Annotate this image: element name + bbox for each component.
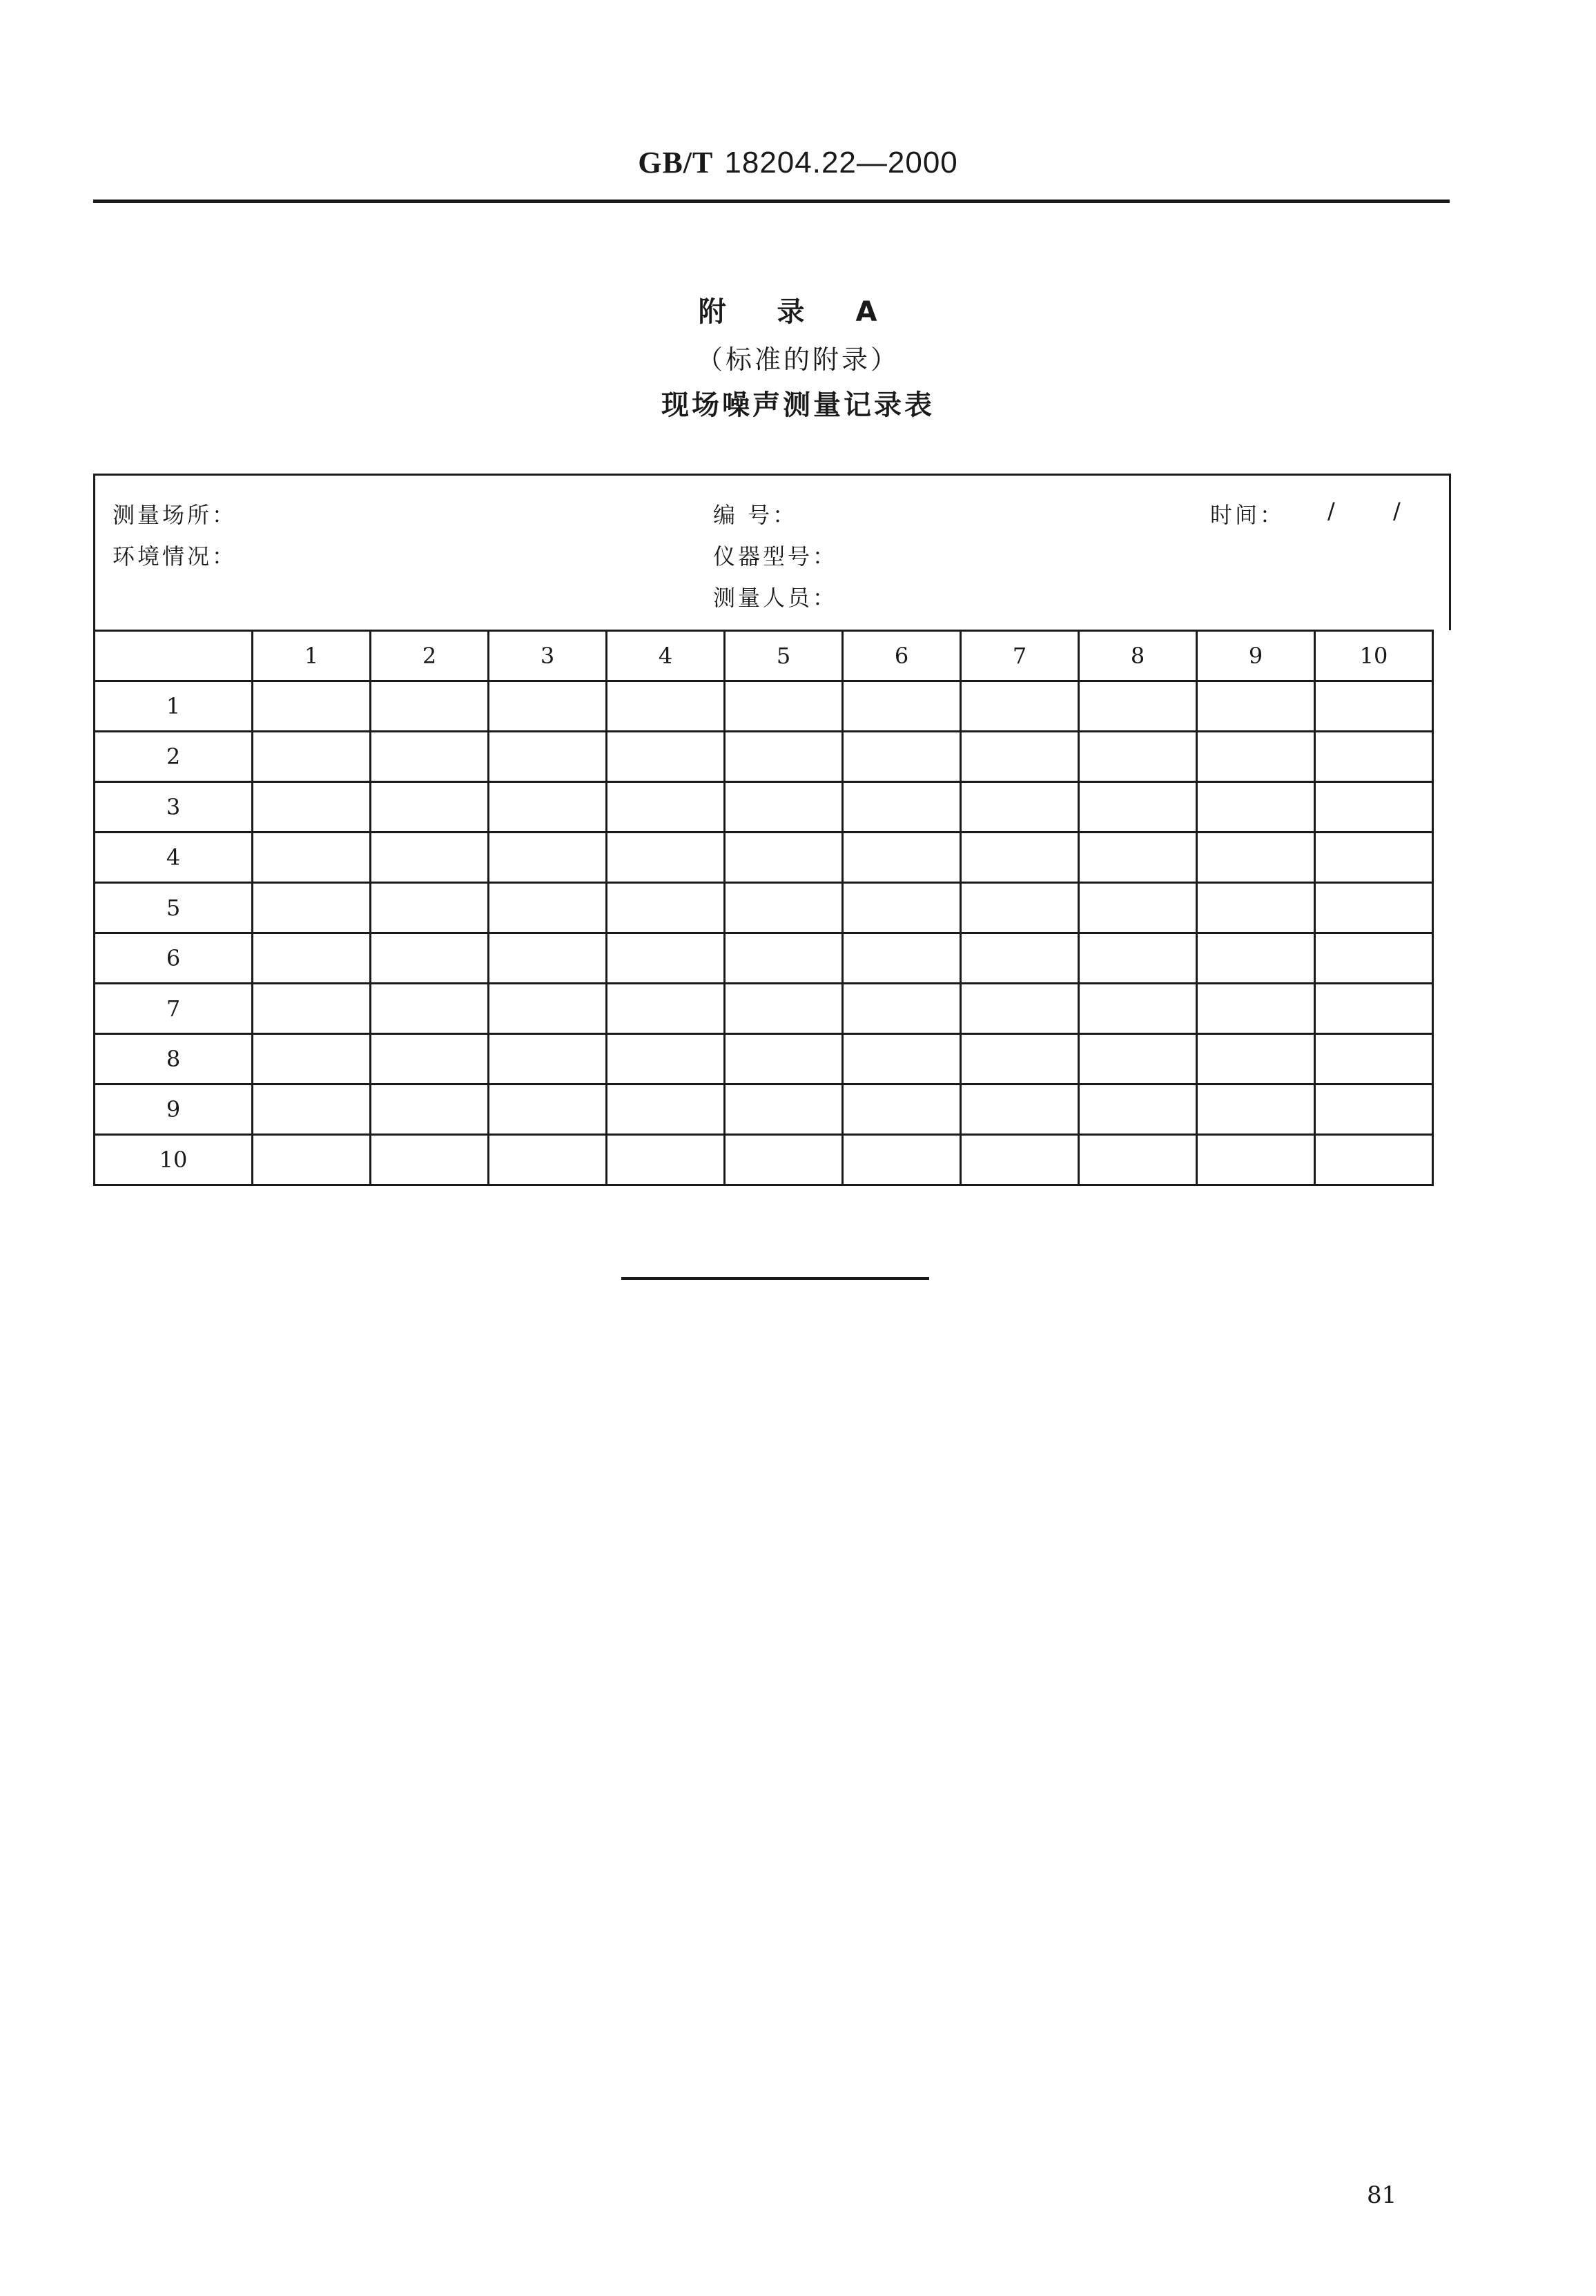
- data-cell[interactable]: [725, 732, 843, 782]
- column-header: 7: [961, 631, 1079, 681]
- data-cell[interactable]: [1315, 883, 1433, 933]
- instrument-label: 仪器型号：: [713, 543, 838, 570]
- data-cell[interactable]: [607, 782, 725, 833]
- data-cell[interactable]: [843, 883, 961, 933]
- data-cell[interactable]: [607, 1084, 725, 1135]
- data-cell[interactable]: [1079, 1135, 1197, 1185]
- data-cell[interactable]: [1079, 1034, 1197, 1084]
- row-label: 2: [95, 732, 253, 782]
- column-header: 6: [843, 631, 961, 681]
- data-cell[interactable]: [371, 1034, 489, 1084]
- data-cell[interactable]: [489, 833, 607, 883]
- standard-header: [0, 145, 1596, 180]
- data-cell[interactable]: [253, 732, 371, 782]
- data-cell[interactable]: [1079, 1084, 1197, 1135]
- data-cell[interactable]: [1315, 681, 1433, 732]
- row-label: 4: [95, 833, 253, 883]
- column-header: 5: [725, 631, 843, 681]
- data-cell[interactable]: [1315, 984, 1433, 1034]
- data-cell[interactable]: [371, 732, 489, 782]
- data-cell[interactable]: [1079, 984, 1197, 1034]
- standard-number: 18204.22—2000: [724, 146, 958, 179]
- data-cell[interactable]: [961, 681, 1079, 732]
- time-label: 时间：: [1210, 502, 1285, 528]
- data-cell[interactable]: [253, 782, 371, 833]
- data-cell[interactable]: [1315, 732, 1433, 782]
- data-cell[interactable]: [371, 1135, 489, 1185]
- data-cell[interactable]: [961, 1135, 1079, 1185]
- data-cell[interactable]: [1197, 1084, 1315, 1135]
- row-label: 9: [95, 1084, 253, 1135]
- data-cell[interactable]: [1315, 782, 1433, 833]
- data-cell[interactable]: [607, 883, 725, 933]
- data-cell[interactable]: [1315, 833, 1433, 883]
- row-label: 3: [95, 782, 253, 833]
- data-cell[interactable]: [1079, 732, 1197, 782]
- table-header-row: [95, 631, 1433, 681]
- data-cell[interactable]: [607, 1135, 725, 1185]
- personnel-label: 测量人员：: [713, 585, 838, 611]
- data-cell[interactable]: [1197, 933, 1315, 984]
- row-label: 10: [95, 1135, 253, 1185]
- data-cell[interactable]: [1197, 984, 1315, 1034]
- data-cell[interactable]: [961, 984, 1079, 1034]
- data-cell[interactable]: [371, 681, 489, 732]
- data-cell[interactable]: [607, 984, 725, 1034]
- row-label: 6: [95, 933, 253, 984]
- data-cell[interactable]: [1197, 883, 1315, 933]
- data-cell[interactable]: [961, 782, 1079, 833]
- data-cell[interactable]: [843, 681, 961, 732]
- data-cell[interactable]: [1079, 782, 1197, 833]
- data-cell[interactable]: [371, 1084, 489, 1135]
- table-row: [95, 1135, 1433, 1185]
- data-cell[interactable]: [961, 1084, 1079, 1135]
- data-cell[interactable]: [253, 1084, 371, 1135]
- data-cell[interactable]: [725, 984, 843, 1034]
- data-cell[interactable]: [253, 833, 371, 883]
- data-cell[interactable]: [489, 1084, 607, 1135]
- header-divider: [93, 200, 1450, 203]
- data-cell[interactable]: [961, 833, 1079, 883]
- data-cell[interactable]: [489, 732, 607, 782]
- data-cell[interactable]: [725, 1084, 843, 1135]
- data-cell[interactable]: [253, 1135, 371, 1185]
- data-cell[interactable]: [607, 933, 725, 984]
- data-cell[interactable]: [489, 1135, 607, 1185]
- time-separator-1: /: [1327, 498, 1338, 524]
- data-cell[interactable]: [607, 1034, 725, 1084]
- data-cell[interactable]: [1315, 933, 1433, 984]
- data-cell[interactable]: [1079, 933, 1197, 984]
- data-cell[interactable]: [843, 933, 961, 984]
- data-cell[interactable]: [489, 681, 607, 732]
- data-cell[interactable]: [961, 732, 1079, 782]
- data-cell[interactable]: [253, 681, 371, 732]
- row-label: 1: [95, 681, 253, 732]
- end-of-section-rule: [621, 1277, 929, 1280]
- data-cell[interactable]: [725, 1034, 843, 1084]
- data-cell[interactable]: [843, 782, 961, 833]
- form-title: 现场噪声测量记录表: [661, 389, 935, 421]
- column-header: 8: [1079, 631, 1197, 681]
- row-label: 8: [95, 1034, 253, 1084]
- table-row: [95, 833, 1433, 883]
- data-cell[interactable]: [843, 1084, 961, 1135]
- data-cell[interactable]: [489, 984, 607, 1034]
- data-cell[interactable]: [843, 833, 961, 883]
- data-cell[interactable]: [489, 883, 607, 933]
- data-cell[interactable]: [1315, 1034, 1433, 1084]
- appendix-title: 附 录 A: [698, 296, 898, 328]
- data-cell[interactable]: [607, 833, 725, 883]
- data-cell[interactable]: [1315, 1084, 1433, 1135]
- row-label: 7: [95, 984, 253, 1034]
- data-cell[interactable]: [371, 833, 489, 883]
- data-cell[interactable]: [725, 1135, 843, 1185]
- table-row: [95, 681, 1433, 732]
- data-cell[interactable]: [253, 883, 371, 933]
- data-cell[interactable]: [371, 782, 489, 833]
- table-row: [95, 732, 1433, 782]
- table-row: [95, 1034, 1433, 1084]
- data-cell[interactable]: [1079, 833, 1197, 883]
- data-cell[interactable]: [1197, 732, 1315, 782]
- row-label: 5: [95, 883, 253, 933]
- standard-prefix: GB/T: [638, 146, 714, 179]
- data-cell[interactable]: [1197, 1135, 1315, 1185]
- data-cell[interactable]: [843, 732, 961, 782]
- data-cell[interactable]: [1079, 883, 1197, 933]
- page-number: 81: [1367, 2181, 1397, 2209]
- location-label: 测量场所：: [113, 502, 237, 528]
- column-header: 9: [1197, 631, 1315, 681]
- column-header: 1: [253, 631, 371, 681]
- data-cell[interactable]: [961, 883, 1079, 933]
- table-row: [95, 933, 1433, 984]
- data-cell[interactable]: [725, 681, 843, 732]
- table-row: [95, 883, 1433, 933]
- data-cell[interactable]: [725, 782, 843, 833]
- data-cell[interactable]: [725, 933, 843, 984]
- time-separator-2: /: [1393, 498, 1403, 524]
- column-header: 10: [1315, 631, 1433, 681]
- measurement-grid: [93, 630, 1434, 1186]
- table-row: [95, 1084, 1433, 1135]
- data-cell[interactable]: [961, 933, 1079, 984]
- data-cell[interactable]: [1197, 1034, 1315, 1084]
- data-cell[interactable]: [961, 1034, 1079, 1084]
- data-cell[interactable]: [607, 681, 725, 732]
- data-cell[interactable]: [371, 883, 489, 933]
- column-header: 3: [489, 631, 607, 681]
- data-cell[interactable]: [371, 984, 489, 1034]
- data-cell[interactable]: [253, 1034, 371, 1084]
- data-cell[interactable]: [489, 1034, 607, 1084]
- column-header: 2: [371, 631, 489, 681]
- serial-label: 编 号：: [713, 502, 798, 528]
- data-cell[interactable]: [489, 782, 607, 833]
- appendix-subtitle: （标准的附录）: [696, 344, 899, 375]
- data-cell[interactable]: [607, 732, 725, 782]
- column-header: 4: [607, 631, 725, 681]
- data-cell[interactable]: [253, 933, 371, 984]
- data-cell[interactable]: [843, 1135, 961, 1185]
- data-cell[interactable]: [253, 984, 371, 1034]
- form-info-box: [93, 474, 1451, 630]
- data-cell[interactable]: [371, 933, 489, 984]
- data-cell[interactable]: [725, 883, 843, 933]
- data-cell[interactable]: [843, 984, 961, 1034]
- data-cell[interactable]: [1197, 681, 1315, 732]
- data-cell[interactable]: [1079, 681, 1197, 732]
- data-cell[interactable]: [1315, 1135, 1433, 1185]
- data-cell[interactable]: [725, 833, 843, 883]
- data-cell[interactable]: [1197, 782, 1315, 833]
- table-row: [95, 782, 1433, 833]
- table-row: [95, 984, 1433, 1034]
- data-cell[interactable]: [1197, 833, 1315, 883]
- table-corner-cell: [95, 631, 253, 681]
- environment-label: 环境情况：: [113, 543, 237, 570]
- data-cell[interactable]: [489, 933, 607, 984]
- data-cell[interactable]: [843, 1034, 961, 1084]
